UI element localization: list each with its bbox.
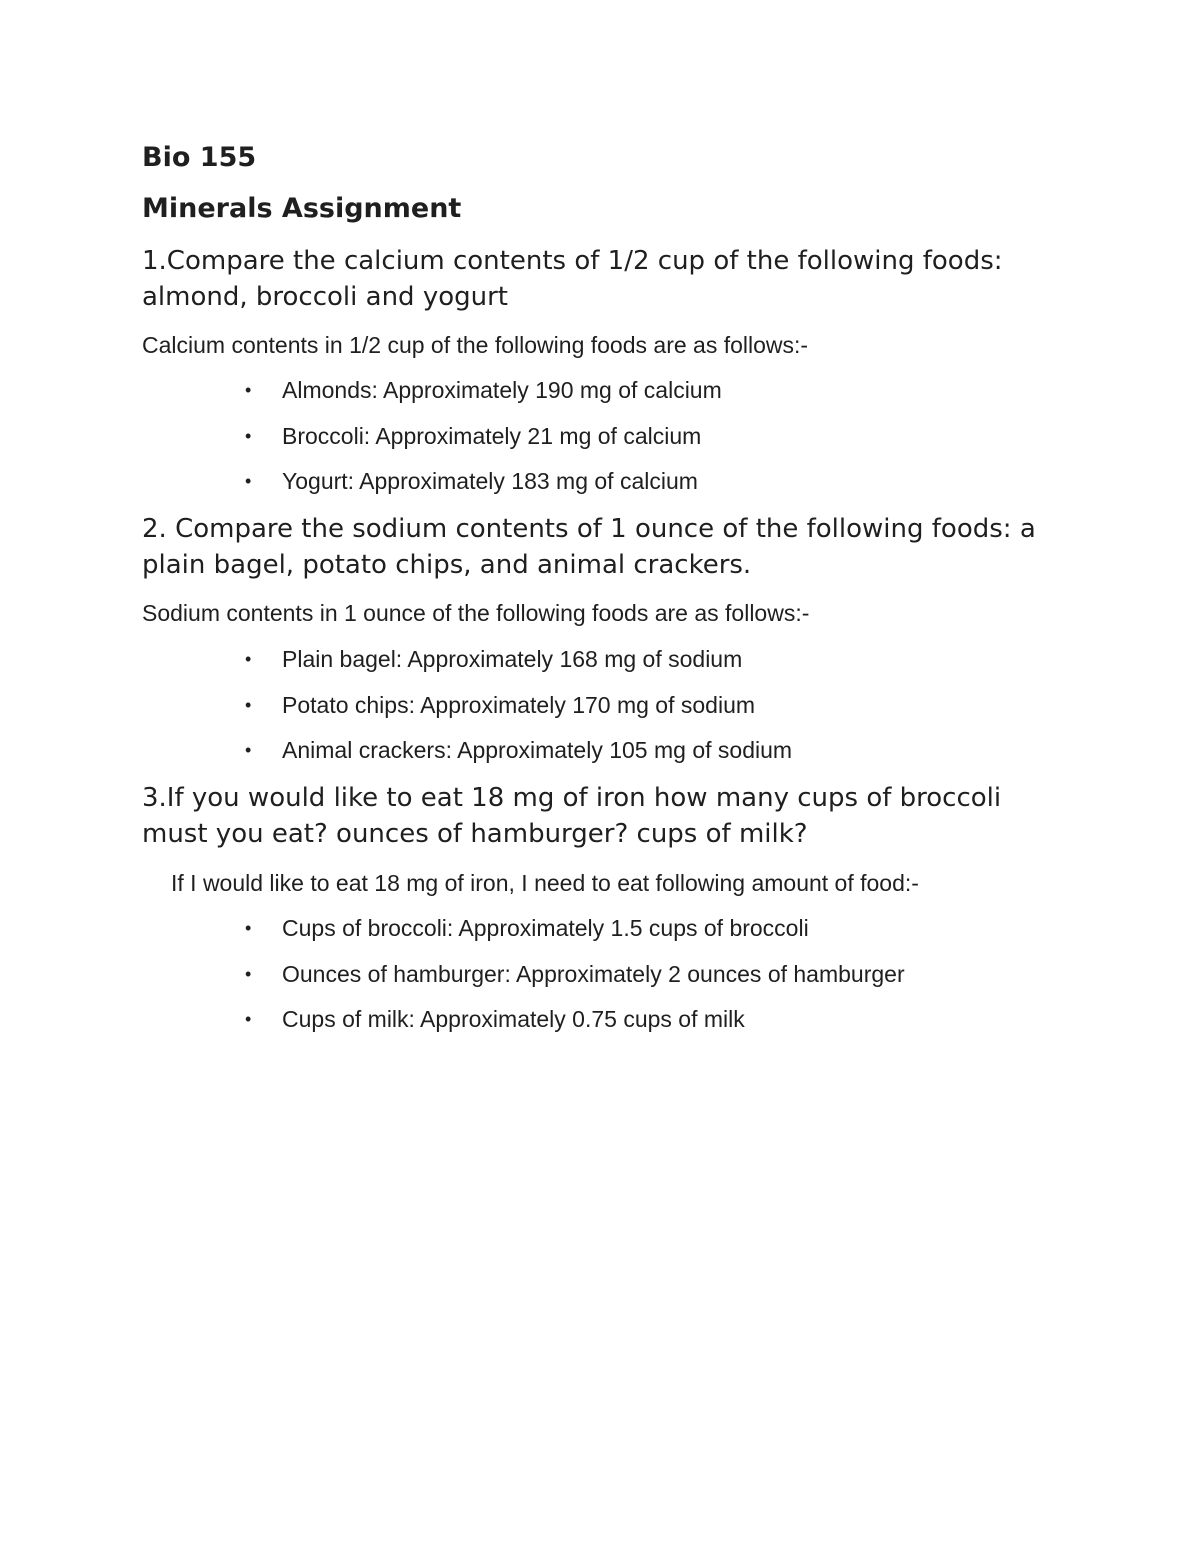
bullet-icon: •	[245, 740, 252, 760]
answer-intro-1: Calcium contents in 1/2 cup of the following foods are as follows:-	[142, 332, 809, 358]
list-item-text: Almonds: Approximately 190 mg of calcium	[282, 377, 722, 403]
bullet-icon: •	[245, 380, 252, 400]
question-3: 3.If you would like to eat 18 mg of iron how many cups of broccoli must you eat? ounces of hamburger? cups of milk?	[142, 783, 1002, 849]
list-item-text: Yogurt: Approximately 183 mg of calcium	[282, 468, 698, 494]
bullet-icon: •	[245, 425, 252, 446]
bullet-icon: •	[245, 694, 252, 715]
assignment-title: Minerals Assignment	[142, 193, 462, 224]
bullet-icon: •	[245, 471, 252, 491]
question-2: 2. Compare the sodium contents of 1 ounce of the following foods: a plain bagel, potato chips, and animal crackers.	[142, 514, 1036, 580]
question-1: 1.Compare the calcium contents of 1/2 cup of the following foods: almond, broccoli and yogurt	[142, 246, 1003, 312]
list-item-text: Broccoli: Approximately 21 mg of calcium	[282, 422, 702, 449]
answer-intro-2: Sodium contents in 1 ounce of the following foods are as follows:-	[142, 600, 810, 626]
list-item-text: Animal crackers: Approximately 105 mg of sodium	[282, 737, 793, 763]
list-item-text: Cups of milk: Approximately 0.75 cups of milk	[282, 1006, 745, 1032]
list-item-text: Cups of broccoli: Approximately 1.5 cups of broccoli	[282, 915, 809, 941]
bullet-icon: •	[245, 963, 252, 984]
bullet-icon: •	[245, 649, 252, 669]
list-item-text: Plain bagel: Approximately 168 mg of sodium	[282, 646, 743, 672]
course-title: Bio 155	[142, 142, 257, 173]
list-item-text: Ounces of hamburger: Approximately 2 ounces of hamburger	[282, 960, 905, 987]
bullet-icon: •	[245, 918, 252, 938]
list-item-text: Potato chips: Approximately 170 mg of sodium	[282, 691, 756, 718]
bullet-icon: •	[245, 1009, 252, 1029]
answer-intro-3: If I would like to eat 18 mg of iron, I need to eat following amount of food:-	[171, 870, 919, 896]
